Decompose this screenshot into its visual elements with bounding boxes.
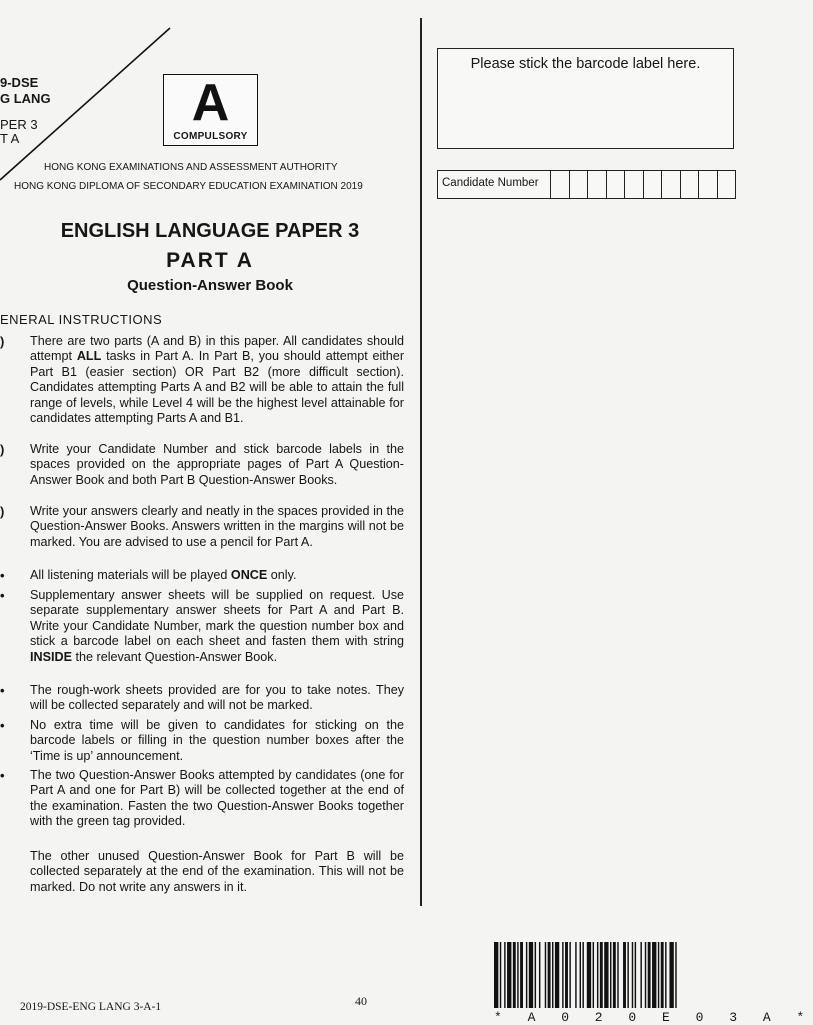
barcode-label-text: Please stick the barcode label here. [470,56,701,72]
book-title: Question-Answer Book [127,277,293,294]
barcode-label-box [437,48,734,149]
barcode-bar [658,942,659,1008]
candidate-digit-cell[interactable] [569,171,588,198]
barcode-bar [597,942,598,1008]
barcode-bar [593,942,594,1008]
instruction-marker: ) [0,334,5,349]
barcode-bar [565,942,568,1008]
barcode-bar [613,942,616,1008]
authority-name: HONG KONG EXAMINATIONS AND ASSESSMENT AUTHORITY [44,162,338,173]
barcode-bar [562,942,563,1008]
instruction-marker: ) [0,442,5,457]
barcode-bar [665,942,666,1008]
compulsory-stamp [163,74,258,146]
barcode-bar [648,942,651,1008]
instruction-item [30,568,404,583]
barcode-bar [675,942,676,1008]
instruction-item [30,442,404,488]
part-title: PART A [166,249,254,272]
barcode-bar [600,942,603,1008]
candidate-digit-cell[interactable] [606,171,625,198]
subject-name: G LANG [0,91,51,106]
barcode-bar [623,942,626,1008]
subject-code: 9-DSE [0,75,39,90]
page-number: 40 [355,994,367,1008]
candidate-digit-cell[interactable] [698,171,717,198]
instruction-text: The other unused Question-Answer Book for Part B will be collected separately at the end of the examination. This will not be marked. Do not write any answers in it. [30,849,404,894]
barcode-bar [575,942,576,1008]
barcode-bar [526,942,527,1008]
instruction-text: The rough-work sheets provided are for you to take notes. They will be collected separately and will not be marked. [30,683,404,713]
candidate-digit-cell[interactable] [550,171,569,198]
barcode-bar [617,942,618,1008]
candidate-digit-cell[interactable] [661,171,680,198]
instruction-text: the relevant Question-Answer Book. [72,649,278,664]
instruction-text: Supplementary answer sheets will be supplied on request. Use separate supplementary answer sheets for Part A and Part B. Write your Candidate Number, mark the question number box and stick a barcode label on each sheet and fasten them with string [30,588,404,649]
instruction-item [30,504,404,550]
barcode-graphic [494,942,739,1014]
barcode-bar [610,942,611,1008]
barcode-bar [635,942,636,1008]
instructions-heading: ENERAL INSTRUCTIONS [0,312,163,327]
barcode-bar [640,942,641,1008]
instruction-text: All listening materials will be played [30,568,231,582]
instruction-text: There are two parts (A and B) in this paper. All candidates should attempt [30,334,404,364]
barcode-bar [539,942,540,1008]
barcode-bar [517,942,518,1008]
barcode-bar [535,942,536,1008]
candidate-digit-cell[interactable] [680,171,699,198]
instruction-marker: • [0,718,5,733]
instruction-emphasis: INSIDE [30,649,72,664]
instruction-marker: • [0,588,5,603]
instruction-item [30,683,404,714]
barcode-bar [504,942,505,1008]
instruction-item [30,588,404,665]
instruction-text: only. [267,568,297,582]
instruction-item [30,334,404,426]
instruction-marker: • [0,768,5,783]
instruction-item [30,849,404,895]
stamp-label: COMPULSORY [173,131,248,142]
barcode-text: * A 0 2 0 E 0 3 A * [494,1010,813,1025]
paper-number: PER 3 [0,117,38,132]
instruction-emphasis: ONCE [230,568,268,582]
candidate-digit-cell[interactable] [643,171,662,198]
barcode-bar [552,942,553,1008]
barcode-bar [500,942,501,1008]
barcode-bar [569,942,570,1008]
page-divider [420,18,422,906]
exam-name: HONG KONG DIPLOMA OF SECONDARY EDUCATION EXAMINATION 2019 [14,181,363,192]
instruction-item [30,768,404,830]
instruction-marker: ) [0,504,5,519]
barcode-bar [645,942,646,1008]
barcode-bar [604,942,608,1008]
barcode-bar [548,942,551,1008]
instruction-marker: • [0,683,5,698]
paper-title: ENGLISH LANGUAGE PAPER 3 [60,220,360,242]
barcode-bar [494,942,498,1008]
barcode-bar [520,942,523,1008]
instruction-text: Write your answers clearly and neatly in the spaces provided in the Question-Answer Books. Answers written in the margins will not be marked. You are advised to use a pencil for Part A. [30,504,404,549]
instruction-emphasis: ALL [76,349,102,364]
instruction-text: Write your Candidate Number and stick barcode labels in the spaces provided on the appropriate pages of Part A Question-Answer Book and both Part B Question-Answer Books. [30,442,404,487]
candidate-number-box[interactable] [437,170,736,199]
footer-code: 2019-DSE-ENG LANG 3-A-1 [20,1001,162,1013]
barcode-bar [587,942,591,1008]
barcode-bar [661,942,664,1008]
barcode-bar [669,942,673,1008]
stamp-letter: A [191,74,230,132]
barcode-bar [580,942,581,1008]
candidate-digit-cell[interactable] [587,171,606,198]
barcode-bar [627,942,628,1008]
candidate-digit-cell[interactable] [624,171,643,198]
instruction-text: The two Question-Answer Books attempted by candidates (one for Part A and one for Part B) will be collected together at the end of the examination. Fasten the two Question-Answer Books together with the green tag provided. [30,768,404,829]
barcode-bar [632,942,633,1008]
instruction-item [30,718,404,764]
barcode-bar [513,942,516,1008]
barcode-bar [507,942,511,1008]
barcode-bar [555,942,559,1008]
barcode-bar [529,942,533,1008]
candidate-number-label: Candidate Number [442,177,539,189]
part-code: T A [0,131,20,146]
barcode-bar [652,942,656,1008]
instruction-marker: • [0,568,5,583]
candidate-digit-cell[interactable] [717,171,736,198]
barcode-bar [545,942,546,1008]
instruction-text: tasks in Part A. In Part B, you should attempt either Part B1 (easier section) OR Part B2 (more difficult section). Candidates attempting Parts A and B2 will be able to attain the full range of levels, while Level 4 will be the highest level attainable for candidates attempting Parts A and B1. [30,349,405,426]
barcode-bar [582,942,583,1008]
instruction-text: No extra time will be given to candidates for sticking on the barcode labels or filling in the question number boxes after the ‘Time is up’ announcement. [30,718,404,763]
